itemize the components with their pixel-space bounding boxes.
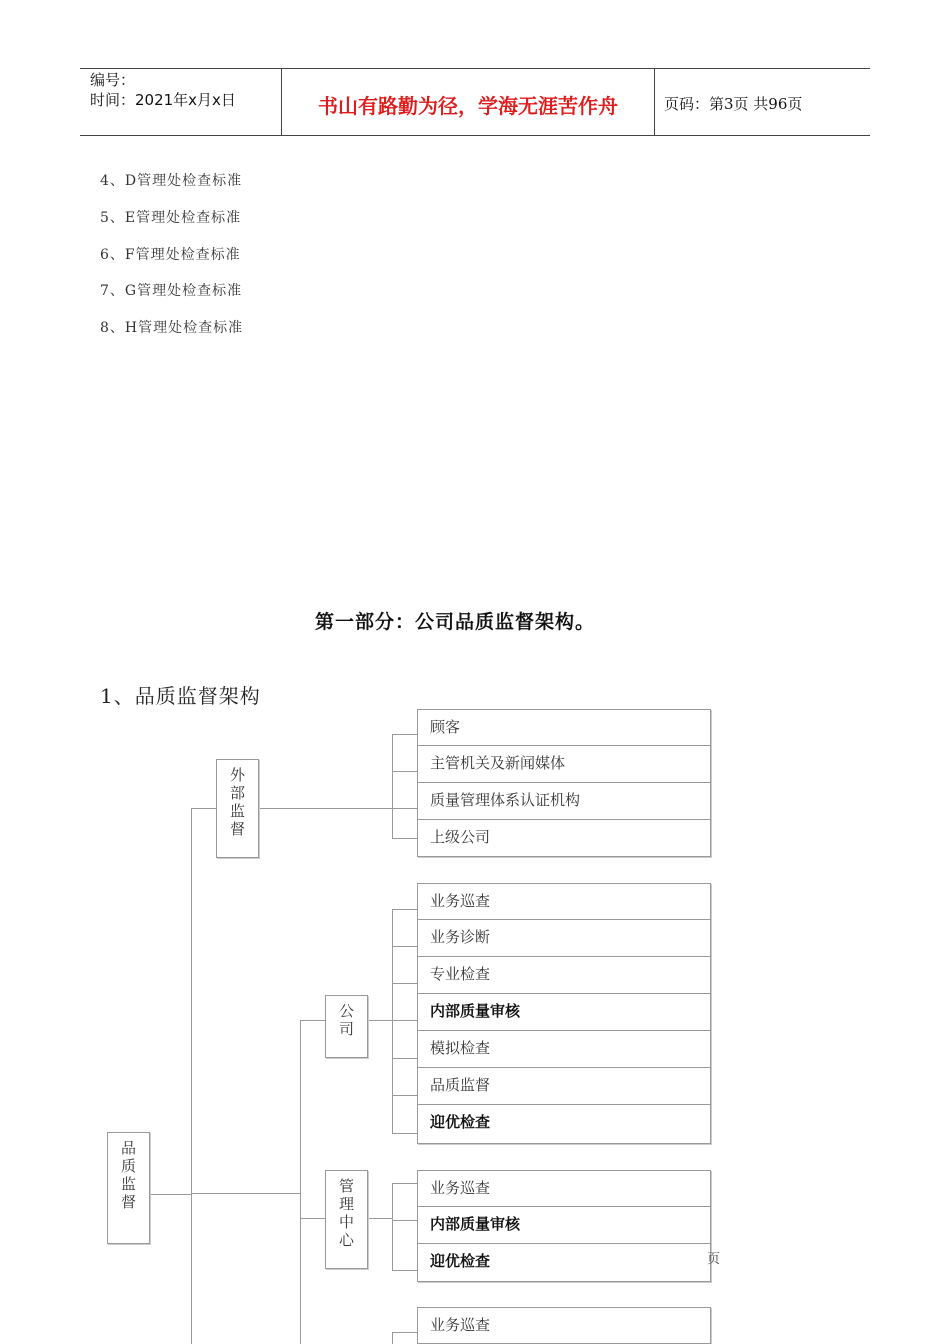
connector bbox=[392, 1183, 418, 1184]
toc-item: 5、E管理处检查标准 bbox=[100, 210, 242, 226]
connector bbox=[392, 1095, 418, 1096]
connector bbox=[300, 1020, 326, 1021]
connector bbox=[392, 1220, 418, 1221]
connector bbox=[392, 734, 418, 735]
toc-item: 7、G管理处检查标准 bbox=[100, 283, 243, 299]
center-item: 业务巡查 bbox=[417, 1170, 711, 1207]
company-item: 模拟检查 bbox=[417, 1031, 711, 1068]
center-char: 心 bbox=[338, 1231, 354, 1249]
connector bbox=[258, 808, 393, 809]
company-item: 品质监督 bbox=[417, 1068, 711, 1105]
connector bbox=[392, 771, 418, 772]
connector bbox=[392, 838, 418, 839]
connector bbox=[367, 1218, 393, 1219]
external-char: 外 bbox=[229, 766, 245, 784]
connector bbox=[191, 1193, 301, 1194]
connector bbox=[191, 808, 192, 1344]
section-title: 1、品质监督架构 bbox=[100, 684, 261, 708]
connector bbox=[392, 909, 418, 910]
external-box bbox=[216, 759, 259, 858]
external-item: 主管机关及新闻媒体 bbox=[417, 746, 711, 783]
root-box bbox=[107, 1132, 150, 1244]
lower-item: 业务巡查 bbox=[417, 1307, 711, 1344]
connector bbox=[392, 808, 418, 809]
company-item: 内部质量审核 bbox=[417, 994, 711, 1031]
company-char: 公 bbox=[338, 1002, 354, 1020]
center-item: 迎优检查 bbox=[417, 1244, 711, 1282]
connector bbox=[392, 1133, 418, 1134]
external-char: 部 bbox=[229, 784, 245, 802]
connector bbox=[392, 909, 393, 1133]
external-char: 监 bbox=[229, 802, 245, 820]
company-char: 司 bbox=[338, 1020, 354, 1038]
connector bbox=[392, 1058, 418, 1059]
root-char: 品 bbox=[120, 1139, 136, 1157]
connector bbox=[392, 1332, 393, 1344]
root-char: 监 bbox=[120, 1175, 136, 1193]
number-label: 编号： bbox=[90, 71, 136, 89]
connector bbox=[392, 983, 418, 984]
toc-item: 6、F管理处检查标准 bbox=[100, 247, 241, 263]
center-box bbox=[325, 1170, 368, 1269]
company-item: 迎优检查 bbox=[417, 1105, 711, 1144]
connector bbox=[300, 1218, 326, 1219]
connector bbox=[300, 1020, 301, 1344]
company-item: 专业检查 bbox=[417, 957, 711, 994]
header-top-rule bbox=[80, 68, 870, 69]
header-divider bbox=[654, 68, 655, 136]
root-char: 质 bbox=[120, 1157, 136, 1175]
toc-item: 8、H管理处检查标准 bbox=[100, 320, 244, 336]
center-char: 理 bbox=[338, 1195, 354, 1213]
connector bbox=[150, 1194, 192, 1195]
connector bbox=[392, 1183, 393, 1271]
external-item: 质量管理体系认证机构 bbox=[417, 783, 711, 820]
connector bbox=[191, 808, 217, 809]
connector bbox=[392, 1332, 418, 1333]
page-fragment: 页 bbox=[707, 1252, 721, 1267]
toc-item: 4、D管理处检查标准 bbox=[100, 173, 243, 189]
header-meta bbox=[90, 70, 236, 110]
connector bbox=[392, 1020, 418, 1021]
header-bottom-rule bbox=[80, 135, 870, 136]
external-item: 顾客 bbox=[417, 709, 711, 746]
company-item: 业务诊断 bbox=[417, 920, 711, 957]
center-char: 管 bbox=[338, 1177, 354, 1195]
external-item: 上级公司 bbox=[417, 820, 711, 857]
company-item: 业务巡查 bbox=[417, 883, 711, 920]
root-char: 督 bbox=[120, 1193, 136, 1211]
time-label: 时间：2021年x月x日 bbox=[90, 91, 236, 109]
connector bbox=[392, 1270, 418, 1271]
part-title: 第一部分：公司品质监督架构。 bbox=[314, 611, 595, 633]
connector bbox=[392, 946, 418, 947]
external-char: 督 bbox=[229, 820, 245, 838]
center-item: 内部质量审核 bbox=[417, 1207, 711, 1244]
page-info: 页码：第3页 共96页 bbox=[664, 95, 803, 113]
company-box bbox=[325, 995, 368, 1058]
connector bbox=[392, 734, 393, 838]
center-char: 中 bbox=[338, 1213, 354, 1231]
connector bbox=[367, 1020, 393, 1021]
header-motto: 书山有路勤为径，学海无涯苦作舟 bbox=[318, 94, 618, 118]
